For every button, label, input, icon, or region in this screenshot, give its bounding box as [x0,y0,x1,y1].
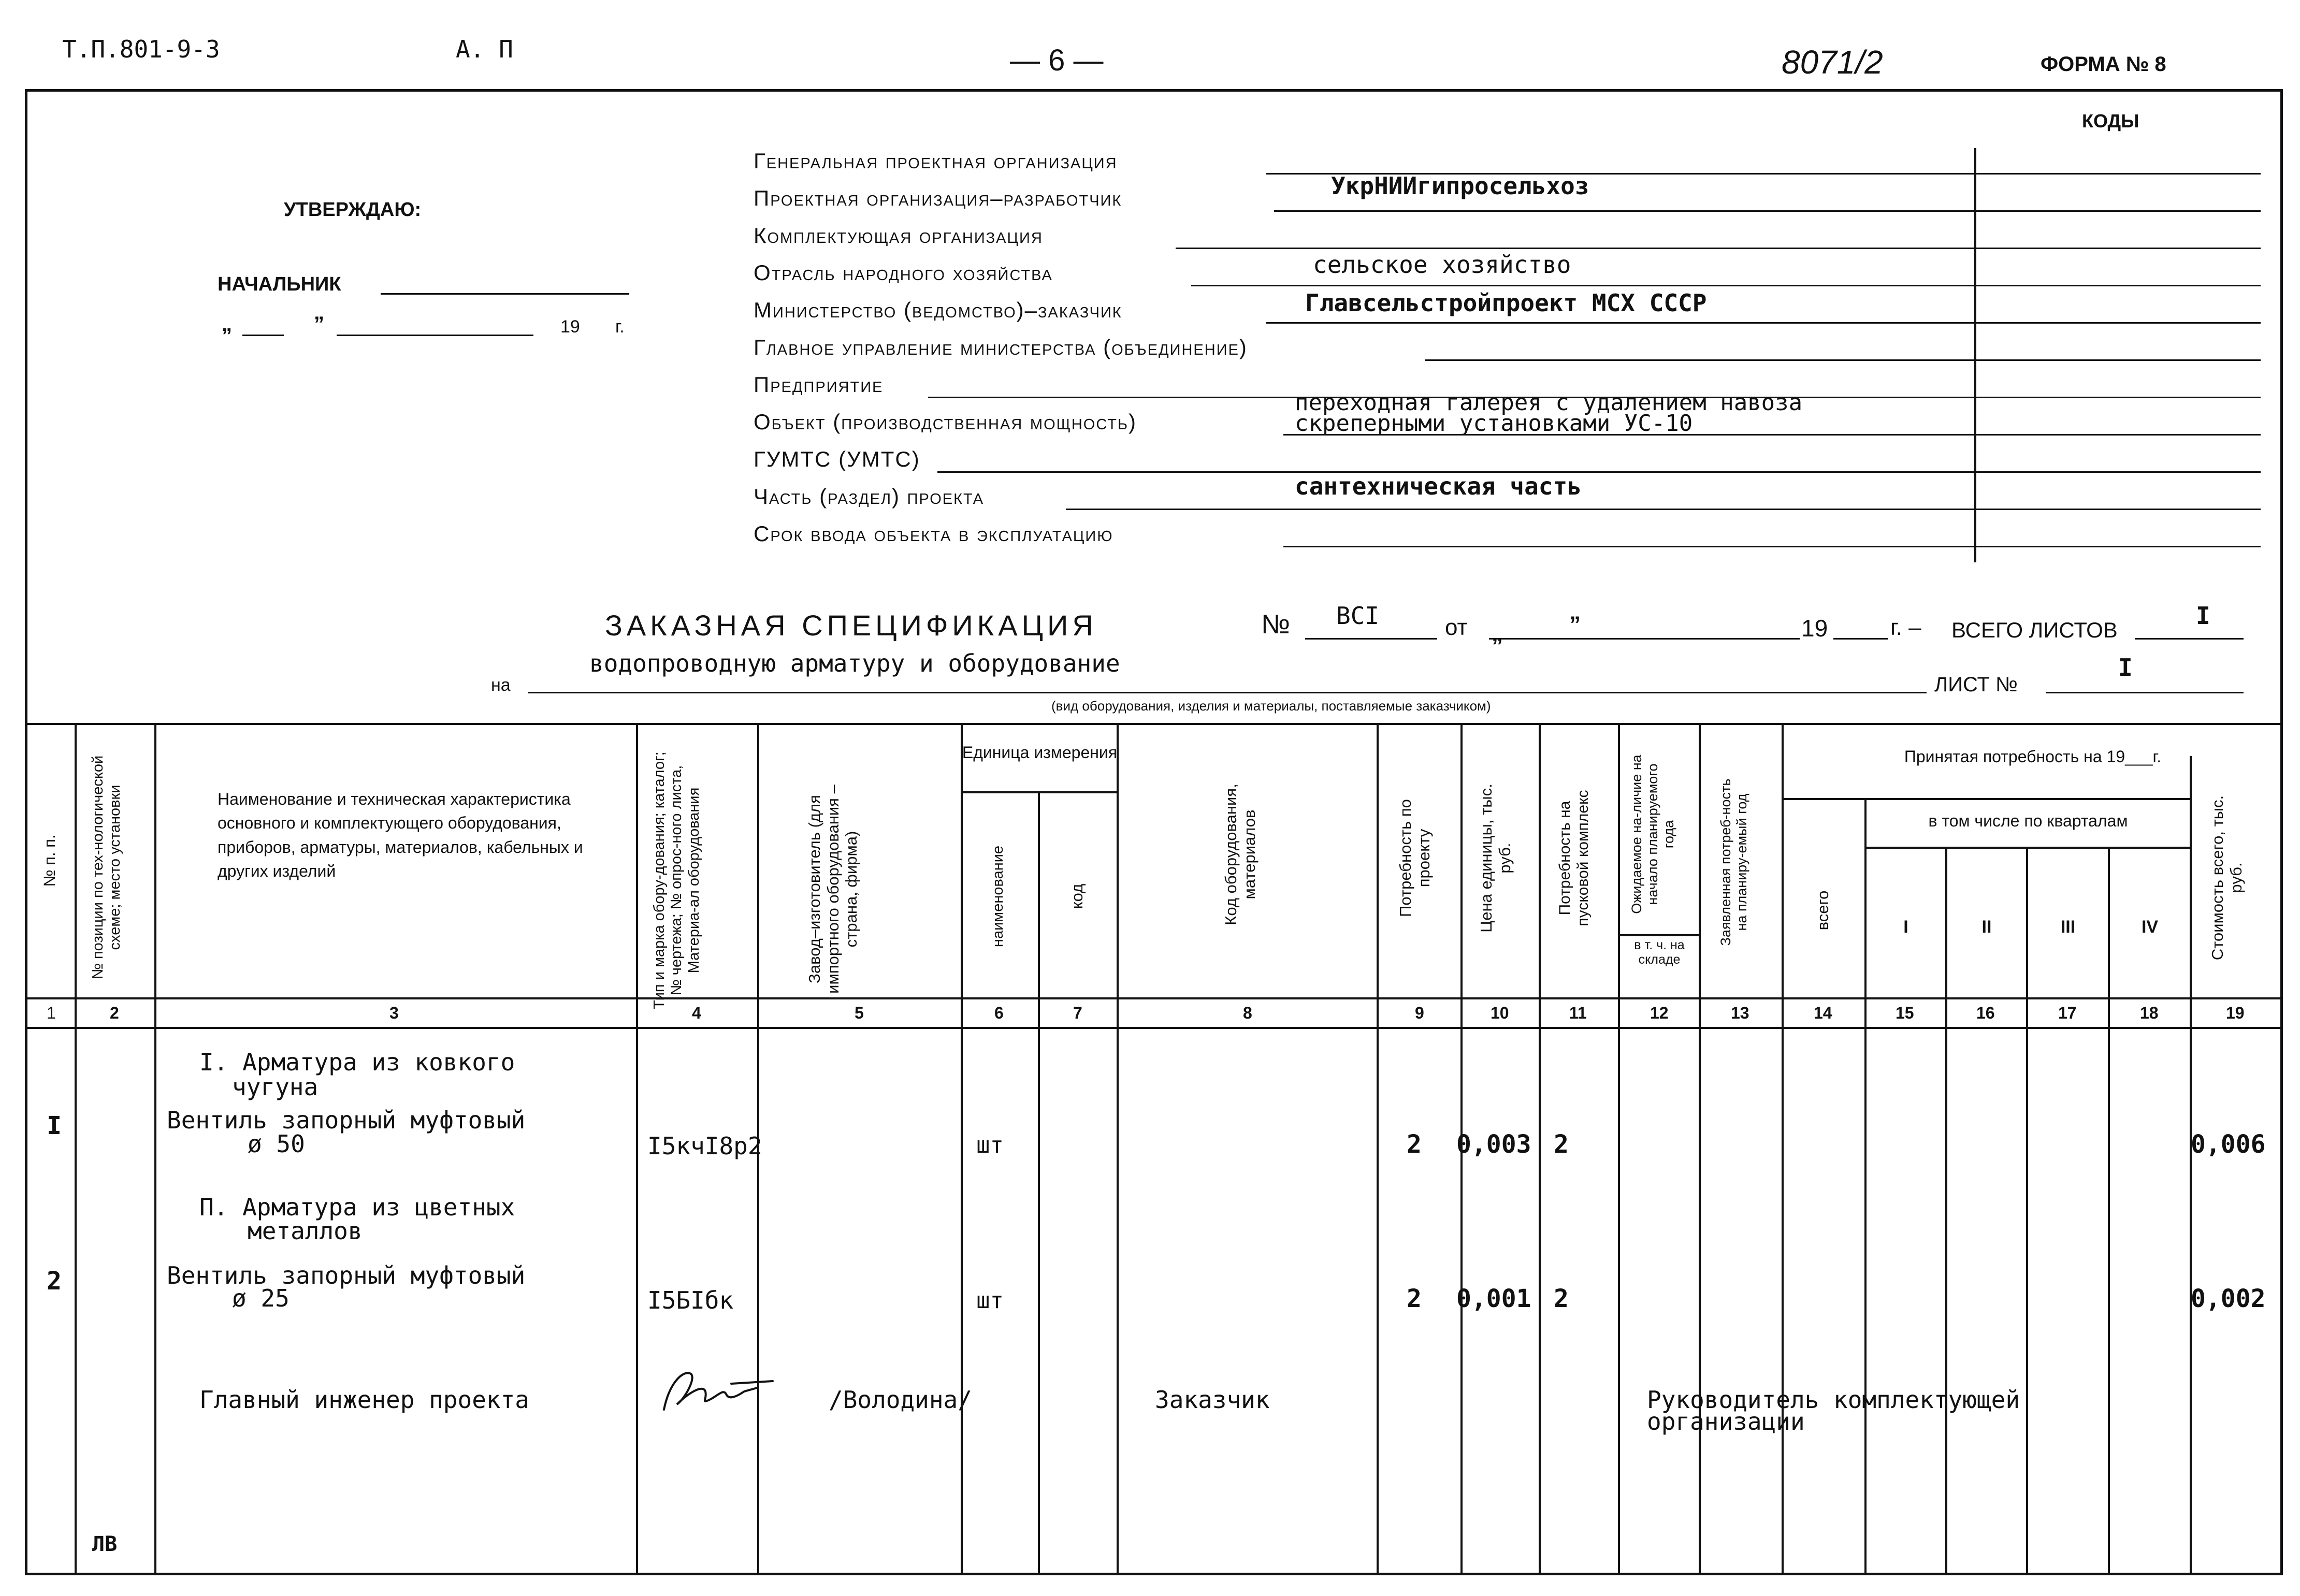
hdr-q2: II [1981,917,1992,937]
hdr-quarter-group: в том числе по кварталам [1928,811,2128,830]
hdr-in-stock: в т. ч. на складе [1634,938,1685,967]
hdr-accepted-group: Принятая потребность на 19___г. [1904,747,2162,766]
row-2-name-2: ø 25 [232,1284,290,1312]
album-code: А. П [456,35,513,63]
hdr-manufacturer: Завод–изготовитель (для импортного оборудования –страна, фирма) [805,785,861,994]
hdr-total: всего [1814,890,1832,931]
row-2-price: 0,001 [1456,1284,1531,1313]
hdr-q1: I [1903,917,1908,937]
spec-year-suffix: г. – [1890,615,1921,640]
spec-date-open-quote: „ [1569,599,1581,625]
spec-subject-caption: (вид оборудования, изделия и материалы, поставляемые заказчиком) [1051,698,1491,714]
hdr-num: № п. п. [40,834,59,887]
hdr-equipment-code: Код оборудования, материалов [1222,784,1259,925]
hdr-name: Наименование и техническая характеристика основного и комплектующего оборудования, приборов, арматуры, материалов, кабельных и других изделий [218,790,583,881]
colnum-5: 5 [855,1004,864,1022]
spec-year-prefix: 19 [1801,615,1828,642]
hdr-q3: III [2060,917,2076,937]
row-1-type: I5кчI8р2 [647,1132,762,1160]
spec-sheet-value: I [2118,654,2133,681]
hdr-type: Тип и марка обору-дования; каталог; № чертежа; № опрос-ного листа, Материа-ал оборудования [651,751,702,1009]
row-2-cost: 0,002 [2191,1284,2266,1313]
field-part-value: сантехническая часть [1295,472,1582,500]
spec-number-label: № [1261,610,1290,640]
colnum-18: 18 [2140,1004,2159,1022]
field-object-value-2: скреперными установками УС-10 [1295,410,1693,437]
row-2-type: I5БIбк [647,1286,734,1314]
spec-number-value: ВСI [1336,602,1380,630]
colnum-11: 11 [1569,1004,1587,1022]
field-object-value: переходная галерея с удалением навоза [1295,389,1803,416]
row-1-num: I [47,1111,62,1140]
section-1-title-2: чугуна [232,1073,319,1101]
hdr-unit-code: код [1068,883,1086,909]
row-1-name-2: ø 50 [248,1130,305,1158]
colnum-14: 14 [1814,1004,1832,1022]
spec-sheet-label: ЛИСТ № [1934,673,2018,696]
date-close-quote: ” [314,313,324,336]
colnum-2: 2 [110,1004,119,1022]
colnum-7: 7 [1073,1004,1082,1022]
row-1-price: 0,003 [1456,1130,1531,1159]
row-1-cost: 0,006 [2191,1130,2266,1159]
field-enterprise-label: Предприятие [754,372,884,397]
supplier-label-2: организации [1647,1408,1805,1435]
handwritten-number: 8071/2 [1782,43,1883,81]
field-general-org-label: Генеральная проектная организация [754,149,1118,173]
row-2-num: 2 [47,1267,62,1296]
field-assembly-org-label: Комплектующая организация [754,223,1043,248]
row-1-qty: 2 [1407,1130,1422,1159]
colnum-16: 16 [1976,1004,1995,1022]
colnum-17: 17 [2058,1004,2077,1022]
row-2-qty: 2 [1407,1284,1422,1313]
field-industry-label: Отрасль народного хозяйства [754,260,1053,285]
field-ministry-label: Министерство (ведомство)–заказчик [754,298,1122,322]
field-industry-value: сельское хозяйство [1313,251,1571,279]
codes-label: КОДЫ [2082,110,2139,132]
colnum-13: 13 [1731,1004,1749,1022]
field-main-dept-label: Главное управление министерства (объединение) [754,335,1248,359]
engineer-signature-image [654,1363,788,1420]
form-label: ФОРМА № 8 [2041,53,2166,76]
hdr-expected: Ожидаемое на-личие на начало планируемого года [1629,755,1677,914]
field-design-org-value: УкрНИИгипросельхоз [1331,172,1589,200]
engineer-name: /Володина/ [829,1386,972,1414]
colnum-15: 15 [1896,1004,1914,1022]
field-object-label: Объект (производственная мощность) [754,410,1137,434]
doc-code: Т.П.801-9-3 [62,35,220,63]
field-ministry-value: Главсельстройпроект МСХ СССР [1305,289,1707,317]
colnum-1: 1 [47,1004,56,1022]
hdr-project-need: Потребность по проекту [1396,799,1433,917]
colnum-10: 10 [1491,1004,1509,1022]
colnum-4: 4 [692,1004,701,1022]
row-2-startup-qty: 2 [1554,1284,1569,1313]
hdr-position: № позиции по тех-нологической схеме; место установки [90,755,124,980]
section-2-title: П. Арматура из цветных [199,1193,515,1221]
colnum-19: 19 [2226,1004,2245,1022]
spec-subject: водопроводную арматуру и оборудование [589,649,1120,677]
colnum-8: 8 [1243,1004,1252,1022]
spec-total-sheets-label: ВСЕГО ЛИСТОВ [1951,618,2118,642]
approval-year-prefix: 19 [560,317,580,337]
row-2-name: Вентиль запорный муфтовый [167,1261,526,1289]
section-1-title: I. Арматура из ковкого [199,1048,515,1076]
spec-date-label: от [1445,615,1468,640]
chief-label: НАЧАЛЬНИК [218,273,341,295]
field-part-label: Часть (раздел) проекта [754,484,985,509]
approval-title: УТВЕРЖДАЮ: [284,199,422,221]
hdr-cost: Стоимость всего, тыс. руб. [2208,795,2245,961]
spec-date-close-quote: ” [1492,633,1503,659]
page-number: — 6 — [1010,43,1104,77]
hdr-unit-name: наименование [990,845,1006,948]
section-2-title-2: металлов [248,1217,363,1245]
field-deadline-label: Срок ввода объекта в эксплуатацию [754,521,1113,546]
approval-year-suffix: г. [615,317,625,337]
initials: ЛВ [92,1532,118,1556]
colnum-6: 6 [994,1004,1004,1022]
spec-total-sheets-value: I [2196,602,2210,630]
row-1-name: Вентиль запорный муфтовый [167,1106,526,1134]
colnum-3: 3 [389,1004,399,1022]
date-open-quote: „ [222,313,232,336]
colnum-9: 9 [1415,1004,1424,1022]
spec-na-label: на [491,675,511,695]
row-1-startup-qty: 2 [1554,1130,1569,1159]
row-1-unit: шт [976,1132,1004,1158]
hdr-q4: IV [2141,917,2159,937]
supplier-label: Руководитель комплектующей [1647,1386,2020,1414]
field-gumts-label: ГУМТС (УМТС) [754,447,920,471]
chief-engineer-label: Главный инженер проекта [199,1386,529,1414]
hdr-unit-price: Цена единицы, тыс. руб. [1477,784,1514,933]
hdr-startup-need: Потребность на пусковой комплекс [1556,790,1592,926]
customer-label: Заказчик [1155,1386,1270,1414]
field-design-org-label: Проектная организация–разработчик [754,186,1122,210]
spec-title: ЗАКАЗНАЯ СПЕЦИФИКАЦИЯ [605,609,1097,642]
hdr-unit-group: Единица измерения [962,743,1118,762]
hdr-requested: Заявленная потреб-ность на планиру-емый год [1718,778,1750,946]
colnum-12: 12 [1650,1004,1669,1022]
row-2-unit: шт [976,1287,1004,1314]
